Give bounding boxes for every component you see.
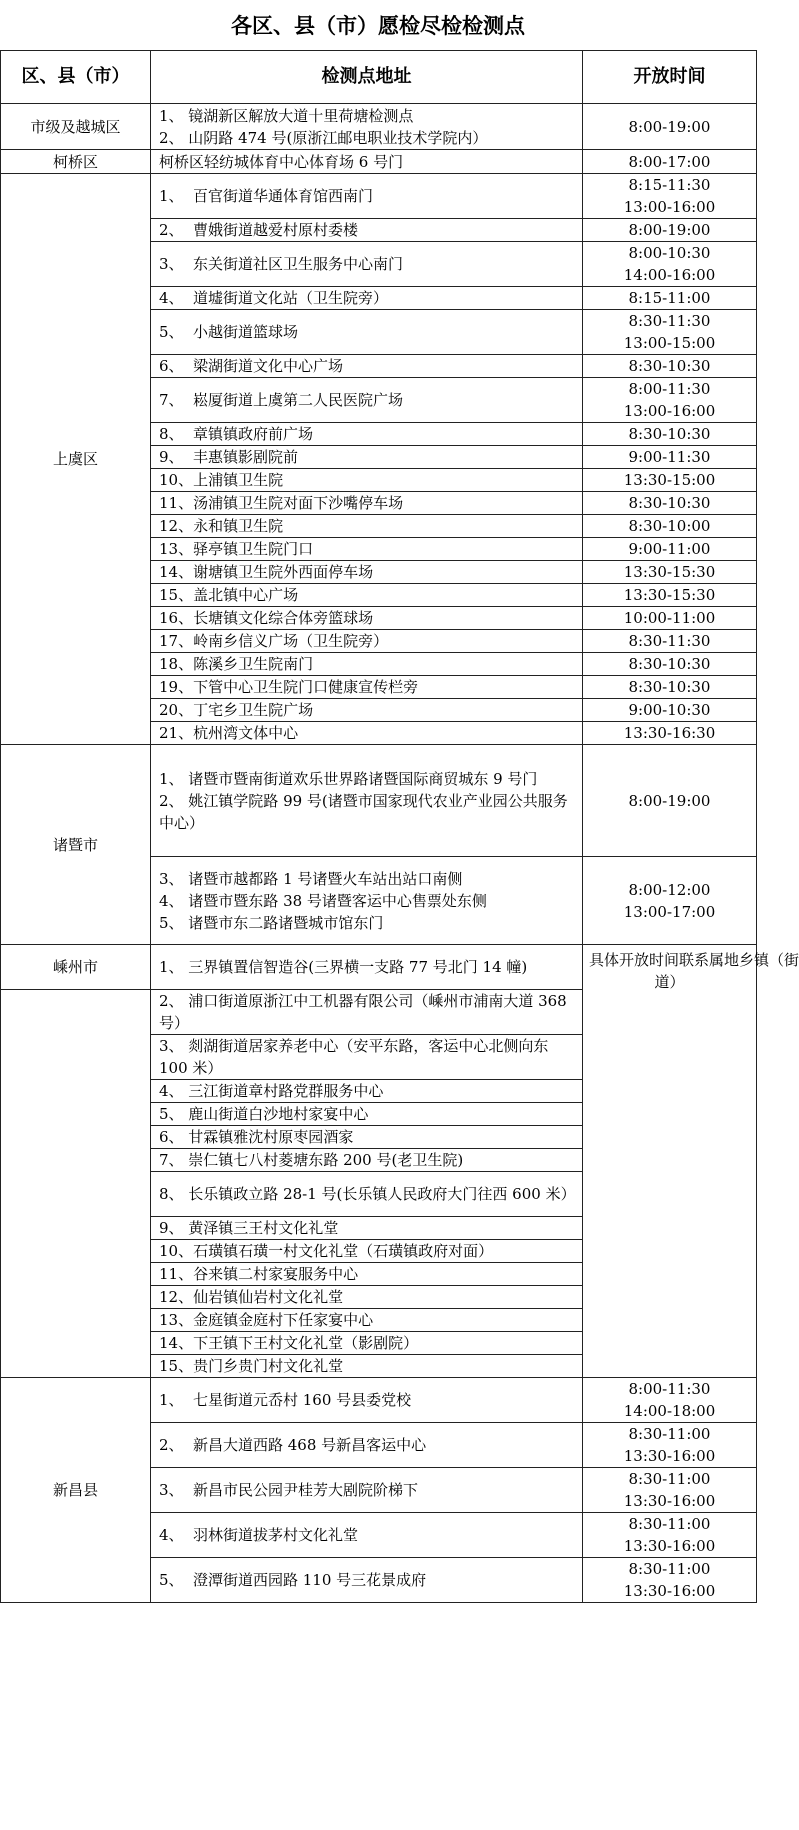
address-cell	[151, 104, 583, 150]
address-cell	[151, 1103, 583, 1126]
time-cell: 8:00-19:00	[583, 104, 757, 150]
item-number: 18、	[159, 655, 194, 673]
item-number: 14、	[159, 563, 194, 581]
item-number: 1、	[159, 187, 184, 205]
address-line: 5、 鹿山街道白沙地村家宴中心	[159, 1105, 369, 1123]
time-line: 8:00-12:00	[628, 880, 711, 899]
address-cell	[151, 1172, 583, 1217]
time-cell	[583, 1558, 757, 1603]
time-line: 8:30-11:00	[628, 1560, 711, 1578]
address-text: 章镇镇政府前广场	[193, 425, 314, 443]
address-text: 陈溪乡卫生院南门	[193, 655, 314, 673]
item-number: 11、	[159, 494, 194, 512]
time-line: 13:00-15:00	[623, 334, 716, 352]
address-line: 14、下王镇下王村文化礼堂（影剧院）	[159, 1334, 419, 1352]
item-number: 12、	[159, 517, 194, 535]
address-text: 岭南乡信义广场（卫生院旁）	[193, 632, 389, 650]
time-line: 14:00-16:00	[623, 266, 716, 284]
time-cell	[583, 857, 757, 945]
region-cell-blank	[1, 990, 151, 1378]
address-cell	[151, 538, 583, 561]
time-cell	[583, 446, 757, 469]
item-number: 9、	[159, 448, 184, 466]
address-text: 驿亭镇卫生院门口	[193, 540, 314, 558]
address-cell	[151, 745, 583, 857]
time-line: 13:00-17:00	[623, 902, 716, 921]
address-cell	[151, 1558, 583, 1603]
time-cell: 8:00-17:00	[583, 150, 757, 174]
region-cell: 上虞区	[1, 174, 151, 745]
address-line: 10、石璜镇石璜一村文化礼堂（石璜镇政府对面）	[159, 1242, 494, 1260]
item-number: 3、	[159, 255, 184, 273]
item-number: 5、	[159, 1571, 184, 1589]
address-cell	[151, 990, 583, 1035]
address-cell	[151, 699, 583, 722]
address-text: 澄潭街道西园路 110 号三花景成府	[193, 1571, 427, 1589]
time-line: 10:00-11:00	[623, 609, 716, 627]
address-cell	[151, 378, 583, 423]
time-line: 13:30-16:00	[623, 1537, 716, 1555]
item-number: 1、	[159, 1391, 184, 1409]
time-cell	[583, 676, 757, 699]
address-cell	[151, 1217, 583, 1240]
time-line: 13:30-16:00	[623, 1492, 716, 1510]
time-cell	[583, 515, 757, 538]
time-cell	[583, 310, 757, 355]
address-text: 谢塘镇卫生院外西面停车场	[193, 563, 374, 581]
address-line: 9、 黄泽镇三王村文化礼堂	[159, 1219, 339, 1237]
address-text: 下管中心卫生院门口健康宣传栏旁	[193, 678, 419, 696]
time-cell	[583, 1378, 757, 1423]
time-line: 8:00-11:30	[628, 380, 711, 398]
region-cell: 嵊州市	[1, 945, 151, 990]
address-cell	[151, 1332, 583, 1355]
address-cell	[151, 355, 583, 378]
item-number: 2、	[159, 1436, 184, 1454]
address-cell	[151, 1286, 583, 1309]
address-cell	[151, 653, 583, 676]
region-cell: 市级及越城区	[1, 104, 151, 150]
address-cell	[151, 945, 583, 990]
time-line: 13:30-16:00	[623, 1582, 716, 1600]
address-cell	[151, 1378, 583, 1423]
time-cell	[583, 745, 757, 857]
time-line: 9:00-10:30	[628, 701, 711, 719]
address-cell	[151, 1309, 583, 1332]
address-line: 12、仙岩镇仙岩村文化礼堂	[159, 1288, 344, 1306]
table-row	[1, 745, 757, 857]
address-text: 丰惠镇影剧院前	[193, 448, 299, 466]
address-line: 1、 镜湖新区解放大道十里荷塘检测点	[159, 106, 414, 125]
address-line: 4、 三江街道章村路党群服务中心	[159, 1082, 384, 1100]
time-line: 8:30-11:00	[628, 1425, 711, 1443]
address-line: 2、 山阴路 474 号(原浙江邮电职业技术学院内）	[159, 128, 488, 147]
time-cell	[583, 423, 757, 446]
address-cell	[151, 1513, 583, 1558]
time-line: 8:30-10:30	[628, 494, 711, 512]
item-number: 4、	[159, 1526, 184, 1544]
time-line: 8:30-10:30	[628, 655, 711, 673]
time-cell	[583, 630, 757, 653]
address-cell	[151, 722, 583, 745]
address-cell	[151, 219, 583, 242]
testing-sites-table	[0, 50, 799, 1603]
time-cell	[583, 355, 757, 378]
address-cell	[151, 1080, 583, 1103]
address-text: 上浦镇卫生院	[193, 471, 284, 489]
address-text: 崧厦街道上虞第二人民医院广场	[193, 391, 404, 409]
time-cell	[583, 699, 757, 722]
address-cell	[151, 492, 583, 515]
time-line: 8:30-11:30	[628, 632, 711, 650]
time-line: 具体开放时间联系属地乡镇（街	[589, 951, 799, 969]
address-cell	[151, 469, 583, 492]
item-number: 17、	[159, 632, 194, 650]
time-cell	[583, 174, 757, 219]
time-cell	[583, 653, 757, 676]
address-text: 杭州湾文体中心	[193, 724, 299, 742]
time-cell	[583, 219, 757, 242]
address-text: 梁湖街道文化中心广场	[193, 357, 344, 375]
address-text: 汤浦镇卫生院对面下沙嘴停车场	[193, 494, 404, 512]
address-cell	[151, 1149, 583, 1172]
address-line: 5、 诸暨市东二路诸暨城市馆东门	[159, 913, 384, 932]
address-cell	[151, 1240, 583, 1263]
table-row	[1, 150, 757, 174]
address-cell	[151, 1263, 583, 1286]
address-cell	[151, 1423, 583, 1468]
table-row	[1, 945, 757, 990]
address-line: 3、 剡湖街道居家养老中心（安平东路，客运中心北侧向东 100 米）	[159, 1037, 549, 1077]
address-line: 1、 三界镇置信智造谷(三界横一支路 77 号北门 14 幢)	[159, 958, 528, 976]
item-number: 19、	[159, 678, 194, 696]
time-line: 14:00-18:00	[623, 1402, 716, 1420]
address-cell	[151, 423, 583, 446]
item-number: 2、	[159, 221, 184, 239]
address-cell	[151, 1468, 583, 1513]
address-line: 11、谷来镇二村家宴服务中心	[159, 1265, 359, 1283]
time-line: 9:00-11:00	[628, 540, 711, 558]
address-cell	[151, 630, 583, 653]
time-line: 8:30-11:00	[628, 1515, 711, 1533]
time-cell	[583, 1513, 757, 1558]
time-line: 8:00-19:00	[628, 221, 711, 239]
table-row	[1, 1378, 757, 1423]
time-cell	[583, 1423, 757, 1468]
address-text: 曹娥街道越爱村原村委楼	[193, 221, 359, 239]
time-line: 8:00-19:00	[628, 791, 711, 810]
address-cell	[151, 310, 583, 355]
time-line: 8:30-10:30	[628, 357, 711, 375]
address-line: 7、 崇仁镇七八村菱塘东路 200 号(老卫生院)	[159, 1151, 464, 1169]
time-line: 道）	[654, 973, 685, 991]
item-number: 3、	[159, 1481, 184, 1499]
address-cell	[151, 676, 583, 699]
address-cell	[151, 287, 583, 310]
header-time: 开放时间	[583, 51, 757, 104]
time-line: 8:00-11:30	[628, 1380, 711, 1398]
table-row	[1, 104, 757, 150]
address-line: 3、 诸暨市越都路 1 号诸暨火车站出站口南侧	[159, 869, 463, 888]
header-region: 区、县（市）	[1, 51, 151, 104]
item-number: 7、	[159, 391, 184, 409]
time-line: 13:00-16:00	[623, 402, 716, 420]
item-number: 10、	[159, 471, 194, 489]
address-cell	[151, 1355, 583, 1378]
address-line: 2、 浦口街道原浙江中工机器有限公司（嵊州市浦南大道 368 号）	[159, 992, 567, 1032]
address-cell	[151, 857, 583, 945]
address-cell	[151, 1126, 583, 1149]
address-line: 1、 诸暨市暨南街道欢乐世界路诸暨国际商贸城东 9 号门	[159, 769, 538, 788]
time-cell	[583, 945, 799, 1378]
item-number: 15、	[159, 586, 194, 604]
address-text: 羽林街道拔茅村文化礼堂	[193, 1526, 359, 1544]
region-cell: 诸暨市	[1, 745, 151, 945]
address-cell	[151, 174, 583, 219]
item-number: 13、	[159, 540, 194, 558]
table-row	[1, 174, 757, 219]
table-header-row	[1, 51, 757, 104]
header-address: 检测点地址	[151, 51, 583, 104]
address-text: 七星街道元岙村 160 号县委党校	[193, 1391, 412, 1409]
time-cell	[583, 242, 757, 287]
time-cell	[583, 561, 757, 584]
address-text: 百官街道华通体育馆西南门	[193, 187, 374, 205]
item-number: 16、	[159, 609, 194, 627]
time-cell	[583, 378, 757, 423]
time-cell	[583, 722, 757, 745]
address-cell	[151, 1035, 583, 1080]
time-cell	[583, 287, 757, 310]
item-number: 6、	[159, 357, 184, 375]
time-line: 13:30-16:30	[623, 724, 716, 742]
address-cell	[151, 607, 583, 630]
address-text: 丁宅乡卫生院广场	[193, 701, 314, 719]
address-text: 长塘镇文化综合体旁篮球场	[193, 609, 374, 627]
address-cell	[151, 584, 583, 607]
address-cell	[151, 515, 583, 538]
time-cell	[583, 469, 757, 492]
address-cell: 柯桥区轻纺城体育中心体育场 6 号门	[151, 150, 583, 174]
address-line: 4、 诸暨市暨东路 38 号诸暨客运中心售票处东侧	[159, 891, 487, 910]
address-line: 15、贵门乡贵门村文化礼堂	[159, 1357, 344, 1375]
time-line: 8:30-10:30	[628, 678, 711, 696]
address-line: 2、 姚江镇学院路 99 号(诸暨市国家现代农业产业园公共服务中心）	[159, 791, 568, 832]
address-line: 8、 长乐镇政立路 28-1 号(长乐镇人民政府大门往西 600 米）	[159, 1185, 576, 1203]
time-cell	[583, 607, 757, 630]
address-text: 盖北镇中心广场	[193, 586, 299, 604]
item-number: 21、	[159, 724, 194, 742]
address-cell	[151, 561, 583, 584]
address-text: 小越街道篮球场	[193, 323, 299, 341]
time-line: 9:00-11:30	[628, 448, 711, 466]
time-cell	[583, 538, 757, 561]
address-text: 新昌市民公园尹桂芳大剧院阶梯下	[193, 1481, 419, 1499]
item-number: 8、	[159, 425, 184, 443]
address-cell	[151, 242, 583, 287]
time-line: 8:30-10:00	[628, 517, 711, 535]
time-cell	[583, 584, 757, 607]
time-cell	[583, 492, 757, 515]
time-line: 8:30-10:30	[628, 425, 711, 443]
region-cell: 新昌县	[1, 1378, 151, 1603]
time-line: 13:30-15:30	[623, 586, 716, 604]
time-line: 13:30-16:00	[623, 1447, 716, 1465]
time-line: 13:30-15:00	[623, 471, 716, 489]
time-line: 8:15-11:30	[628, 176, 711, 194]
time-line: 13:00-16:00	[623, 198, 716, 216]
page-title: 各区、县（市）愿检尽检检测点	[231, 13, 525, 38]
item-number: 4、	[159, 289, 184, 307]
address-text: 东关街道社区卫生服务中心南门	[193, 255, 404, 273]
address-line: 6、 甘霖镇雅沈村原枣园酒家	[159, 1128, 354, 1146]
address-text: 新昌大道西路 468 号新昌客运中心	[193, 1436, 427, 1454]
address-line: 13、金庭镇金庭村下任家宴中心	[159, 1311, 374, 1329]
item-number: 5、	[159, 323, 184, 341]
time-line: 8:15-11:00	[628, 289, 711, 307]
time-line: 8:30-11:00	[628, 1470, 711, 1488]
address-text: 道墟街道文化站（卫生院旁）	[193, 289, 389, 307]
time-line: 8:30-11:30	[628, 312, 711, 330]
time-line: 13:30-15:30	[623, 563, 716, 581]
region-cell: 柯桥区	[1, 150, 151, 174]
time-cell	[583, 1468, 757, 1513]
item-number: 20、	[159, 701, 194, 719]
address-cell	[151, 446, 583, 469]
address-text: 永和镇卫生院	[193, 517, 284, 535]
time-line: 8:00-10:30	[628, 244, 711, 262]
